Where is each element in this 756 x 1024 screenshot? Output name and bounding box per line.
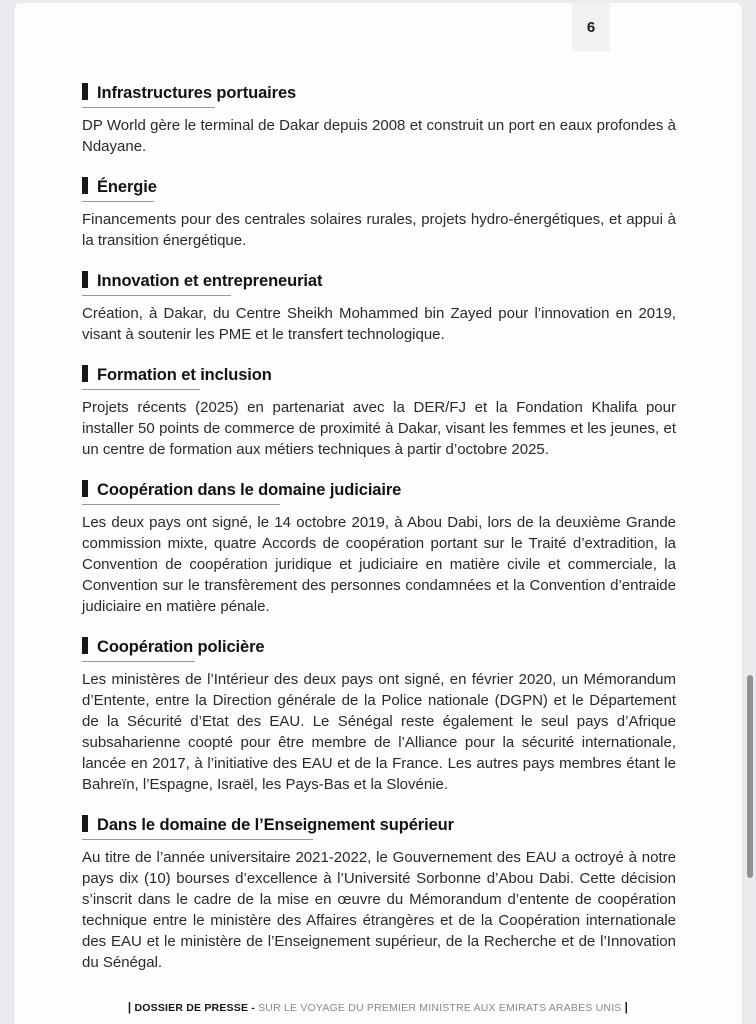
page-footer: [14, 1002, 742, 1014]
page-number: 6: [586, 18, 596, 36]
section-heading-text: Dans le domaine de l’Enseignement supérieur: [97, 816, 454, 834]
section-heading: [82, 637, 265, 657]
scrollbar-thumb[interactable]: [747, 675, 753, 878]
document-content: [82, 83, 676, 973]
heading-underline: [82, 295, 231, 296]
heading-underline: [82, 504, 280, 505]
section-heading-text: Coopération dans le domaine judiciaire: [97, 481, 402, 499]
section-judiciaire: [82, 480, 676, 617]
section-heading: [82, 83, 296, 103]
section-heading-text: Infrastructures portuaires: [97, 84, 297, 102]
heading-underline: [82, 839, 313, 840]
section-energie: [82, 177, 676, 251]
section-formation: [82, 365, 676, 460]
section-heading: [82, 480, 401, 500]
footer-left-bar: |: [127, 1002, 132, 1014]
section-paragraph: Financements pour des centrales solaires rurales, projets hydro-énergétiques, et appui à la transition énergétique.: [82, 211, 676, 249]
section-heading-text: Formation et inclusion: [97, 366, 272, 384]
document-page: [13, 3, 743, 1024]
section-paragraph: Les deux pays ont signé, le 14 octobre 2019, à Abou Dabi, lors de la deuxième Grande commission mixte, quatre Accords de coopération portant sur le Traité d’extradition, la Convention de coopération juridique et judiciaire en matière civile et commerciale, la Convention sur le transfèrement des personnes condamnées et la Convention d’entraide judiciaire en matière pénale.: [82, 514, 676, 615]
section-paragraph: Création, à Dakar, du Centre Sheikh Mohammed bin Zayed pour l’innovation en 2019, visant à soutenir les PME et le transfert technologique.: [82, 305, 676, 343]
heading-marker-bar: [82, 365, 88, 382]
section-heading: [82, 271, 322, 291]
section-paragraph: Au titre de l’année universitaire 2021-2022, le Gouvernement des EAU a octroyé à notre pays dix (10) bourses d’excellence à l’Université Sorbonne d’Abou Dabi. Cette décision s’inscrit dans le cadre de la mise en œuvre du Mémorandum d’entente de coopération technique entre le ministère des Affaires étrangères et de la Coopération internationale des EAU et le ministère de l’Enseignement supérieur, de la Recherche et de l’Innovation du Sénégal.: [82, 849, 676, 971]
heading-marker-bar: [82, 271, 88, 288]
section-heading-text: Coopération policière: [97, 638, 265, 656]
footer-dossier-label: DOSSIER DE PRESSE -: [134, 1002, 255, 1014]
section-paragraph: Projets récents (2025) en partenariat avec la DER/FJ et la Fondation Khalifa pour installer 50 points de commerce de proximité à Dakar, visant les femmes et les jeunes, et un centre de formation aux métiers techniques à partir d’octobre 2025.: [82, 399, 676, 458]
section-heading: [82, 177, 157, 197]
section-heading: [82, 365, 272, 385]
section-paragraph: DP World gère le terminal de Dakar depuis 2008 et construit un port en eaux profondes à Ndayane.: [82, 117, 676, 155]
heading-marker-bar: [82, 177, 88, 194]
section-innovation: [82, 271, 676, 345]
heading-underline: [82, 389, 200, 390]
footer-subtitle: SUR LE VOYAGE DU PREMIER MINISTRE AUX EMIRATS ARABES UNIS: [258, 1002, 622, 1014]
section-infrastructures: [82, 83, 676, 157]
footer-right-bar: |: [624, 1002, 629, 1014]
heading-underline: [82, 201, 154, 202]
heading-underline: [82, 661, 195, 662]
heading-marker-bar: [82, 480, 88, 497]
section-paragraph: Les ministères de l’Intérieur des deux pays ont signé, en février 2020, un Mémorandum d’Entente, entre la Direction générale de la Police nationale (DGPN) et le Département de la Sécurité d’Etat des EAU. Le Sénégal reste également le seul pays d’Afrique subsaharienne coopté pour être membre de l’Alliance pour la sécurité internationale, lancée en 2017, à l’initiative des EAU et de la France. Les autres pays membres étant le Bahreïn, l’Espagne, Israël, les Pays-Bas et la Slovénie.: [82, 671, 676, 793]
section-heading-text: Innovation et entrepreneuriat: [97, 272, 323, 290]
section-enseignement: [82, 815, 676, 973]
section-policiere: [82, 637, 676, 795]
heading-underline: [82, 107, 215, 108]
page-number-badge: [572, 3, 610, 51]
heading-marker-bar: [82, 637, 88, 654]
section-heading: [82, 815, 454, 835]
heading-marker-bar: [82, 815, 88, 832]
section-heading-text: Énergie: [97, 178, 157, 196]
heading-marker-bar: [82, 83, 88, 100]
